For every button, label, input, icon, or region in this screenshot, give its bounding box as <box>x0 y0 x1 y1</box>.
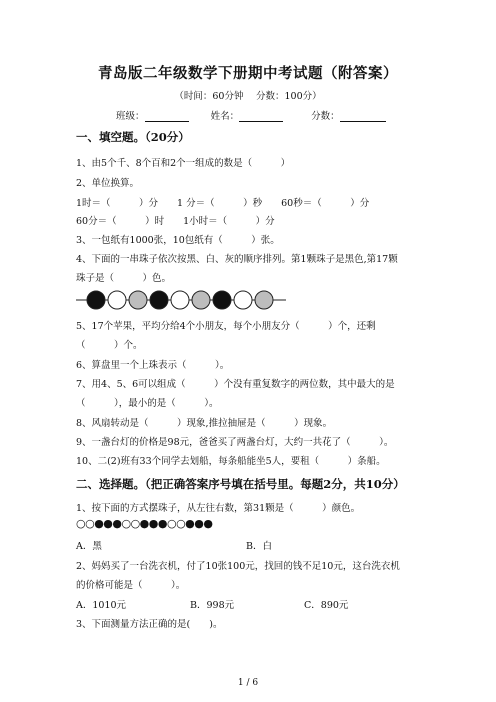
bead-gray <box>129 291 147 309</box>
bead-gray <box>255 291 273 309</box>
question-1-2-line-a: 1时＝（ ）分 1 分＝（ ）秒 60秒＝（ ）分 <box>76 198 370 209</box>
bead-black <box>87 291 105 309</box>
bead-string-figure <box>76 289 286 311</box>
class-blank[interactable] <box>145 110 189 122</box>
question-2-1-bead-row: ○○●●●○○●●●○○●●● <box>76 517 213 530</box>
question-1-5-line-a: 5、17个苹果，平均分给4个小朋友，每个小朋友分（ ）个，还剩 <box>76 321 376 332</box>
page-number: 1 / 6 <box>237 678 259 688</box>
exam-time-and-score: （时间：60分钟 分数：100分） <box>174 91 322 102</box>
question-1-9: 9、一盏台灯的价格是98元，爸爸买了两盏台灯，大约一共花了（ ）。 <box>76 437 394 448</box>
question-2-1: 1、按下面的方式摆珠子，从左往右数，第31颗是（ ）颜色。 <box>76 503 361 514</box>
question-2-1-option-a: A．黑 <box>76 541 102 552</box>
question-1-7-line-b: （ ），最小的是（ ）。 <box>76 398 219 409</box>
question-1-2: 2、单位换算。 <box>76 178 140 189</box>
question-2-2-line-b: 的价格可能是（ ）。 <box>76 580 186 591</box>
score-blank[interactable] <box>340 110 386 122</box>
question-1-5-line-b: （ ）个。 <box>76 340 143 351</box>
question-2-2-option-c: C．890元 <box>304 600 349 611</box>
question-2-3: 3、下面测量方法正确的是( )。 <box>76 619 223 630</box>
bead-gray <box>192 291 210 309</box>
section-1-heading: 一、填空题。（20分） <box>76 130 190 144</box>
question-1-8: 8、风扇转动是（ ）现象,推拉抽屉是（ ）现象。 <box>76 418 333 429</box>
bead-white <box>108 291 126 309</box>
page-title: 青岛版二年级数学下册期中考试题（附答案） <box>98 65 398 82</box>
section-2-heading: 二、选择题。（把正确答案序号填在括号里。每题2分，共10分） <box>76 477 405 491</box>
name-label: 姓名： <box>210 111 240 122</box>
question-1-4-line-a: 4、下面的一串珠子依次按黑、白、灰的顺序排列。第1颗珠子是黑色,第17颗 <box>76 254 398 265</box>
bead-white <box>234 291 252 309</box>
question-2-2-line-a: 2、妈妈买了一台洗衣机，付了10张100元，找回的钱不足10元，这台洗衣机 <box>76 561 400 572</box>
question-1-4-line-b: 珠子是（ ）色。 <box>76 273 172 284</box>
bead-black <box>213 291 231 309</box>
question-2-2-option-a: A．1010元 <box>76 600 127 611</box>
question-1-10: 10、二(2)班有33个同学去划船，每条船能坐5人，要租（ ）条船。 <box>76 456 386 467</box>
question-1-3: 3、一包纸有1000张，10包纸有（ ）张。 <box>76 235 280 246</box>
question-1-2-line-b: 60分＝（ ）时 1小时＝（ ）分 <box>76 216 275 227</box>
question-2-2-option-b: B．998元 <box>190 600 235 611</box>
question-2-1-option-b: B．白 <box>246 541 272 552</box>
bead-white <box>171 291 189 309</box>
question-1-6: 6、算盘里一个上珠表示（ ）。 <box>76 360 230 371</box>
name-blank[interactable] <box>239 110 283 122</box>
question-1-7-line-a: 7、用4、5、6可以组成（ ）个没有重复数字的两位数，其中最大的是 <box>76 379 395 390</box>
student-info-fields <box>116 108 386 122</box>
question-1-1: 1、由5个千、8个百和2个一组成的数是（ ） <box>76 158 291 169</box>
score-label: 分数： <box>311 111 340 122</box>
bead-black <box>150 291 168 309</box>
class-label: 班级： <box>116 111 145 122</box>
